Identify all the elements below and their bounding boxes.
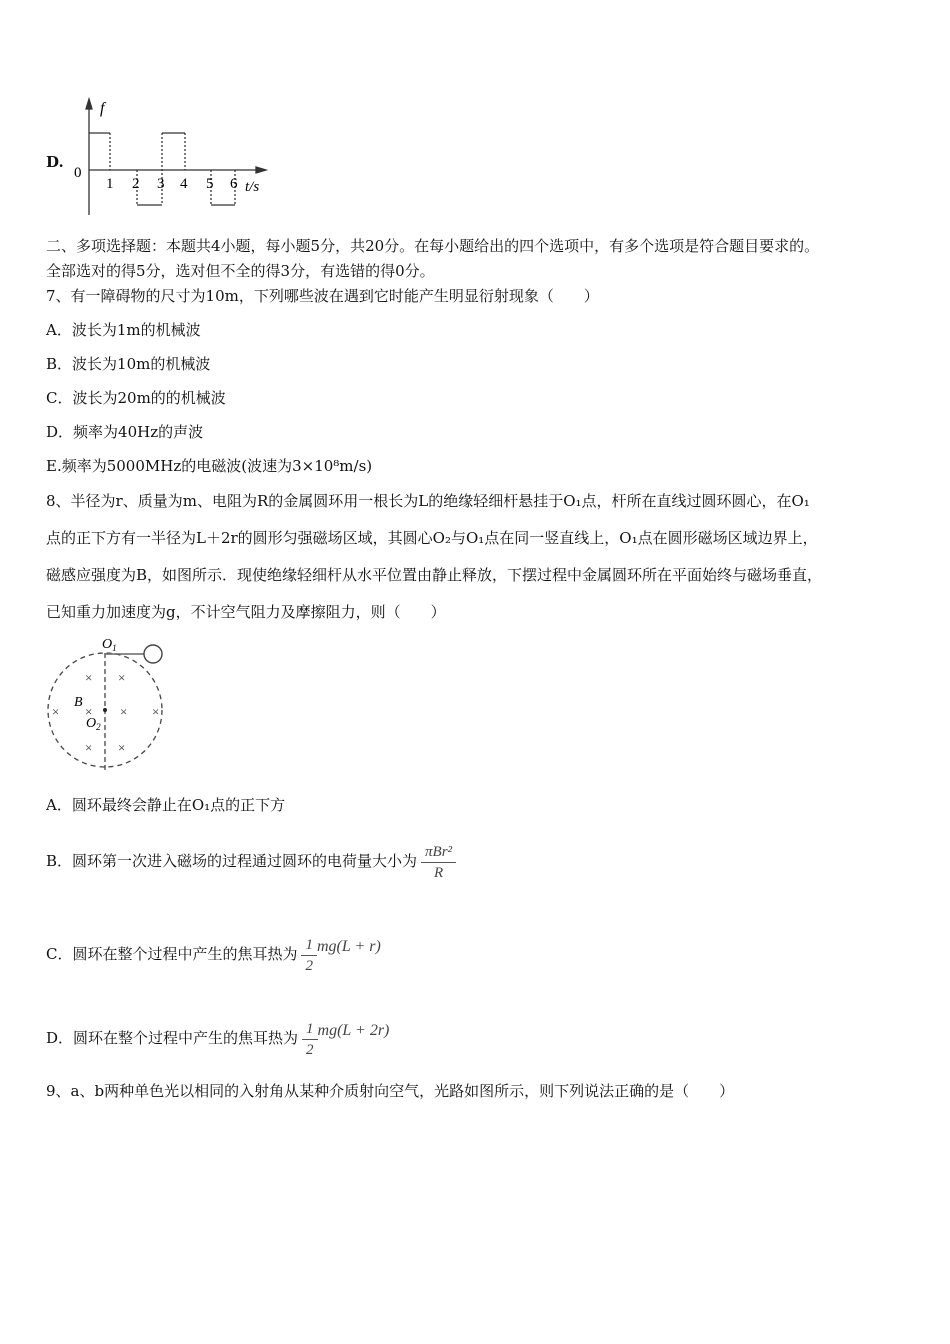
svg-text:×: × bbox=[120, 704, 128, 719]
section2-heading: 二、多项选择题：本题共4小题，每小题5分，共20分。在每小题给出的四个选项中，有多个选项是符合题目要求的。 bbox=[46, 237, 820, 255]
tick: 3 bbox=[157, 176, 165, 192]
q7-option-a: A．波长为1m的机械波 bbox=[46, 321, 201, 339]
tick: 5 bbox=[206, 176, 214, 192]
q8-option-c bbox=[46, 912, 381, 989]
heat-expression: mg(L + 2r) bbox=[317, 1022, 390, 1039]
numerator: 1 bbox=[301, 935, 317, 956]
q7-stem: 7、有一障碍物的尺寸为10m，下列哪些波在遇到它时能产生明显衍射现象（ ） bbox=[46, 287, 599, 305]
b-label: B bbox=[74, 695, 83, 710]
q8-figure bbox=[44, 632, 174, 772]
charge-fraction bbox=[421, 842, 456, 883]
origin-label: 0 bbox=[74, 165, 82, 181]
heat-expression: mg(L + r) bbox=[316, 938, 381, 955]
q7-option-b: B．波长为10m的机械波 bbox=[46, 355, 211, 373]
q8-option-b bbox=[46, 832, 456, 890]
svg-text:×: × bbox=[52, 704, 60, 719]
half-fraction bbox=[301, 935, 317, 976]
tick: 1 bbox=[106, 176, 114, 192]
field-crosses bbox=[52, 670, 159, 755]
metal-ring bbox=[144, 645, 162, 663]
q9-stem: 9、a、b两种单色光以相同的入射角从某种介质射向空气，光路如图所示，则下列说法正确的是（ ） bbox=[46, 1082, 735, 1100]
q7-option-e: E.频率为5000MHz的电磁波(波速为3×10⁸m/s) bbox=[46, 457, 373, 475]
svg-text:×: × bbox=[85, 740, 93, 755]
o1-label: $O_1$ bbox=[102, 637, 117, 653]
center-point bbox=[103, 708, 107, 712]
x-axis-arrow bbox=[256, 167, 266, 173]
q8-stem-line: 磁感应强度为B，如图所示．现使绝缘轻细杆从水平位置由静止释放，下摆过程中金属圆环所在平面始终与磁场垂直， bbox=[46, 566, 823, 584]
svg-text:×: × bbox=[85, 670, 93, 685]
option-d-text: D．圆环在整个过程中产生的焦耳热为 bbox=[46, 1029, 299, 1047]
q8-stem-line: 已知重力加速度为g，不计空气阻力及摩擦阻力，则（ ） bbox=[46, 603, 446, 621]
numerator: πBr² bbox=[421, 842, 456, 863]
half-fraction bbox=[302, 1019, 318, 1060]
o2-label: $O_2$ bbox=[86, 716, 101, 732]
svg-text:×: × bbox=[152, 704, 160, 719]
denominator: R bbox=[433, 864, 444, 881]
option-c-text: C．圆环在整个过程中产生的焦耳热为 bbox=[46, 945, 298, 963]
svg-text:×: × bbox=[118, 670, 126, 685]
section2-rules: 全部选对的得5分，选对但不全的得3分，有选错的得0分。 bbox=[46, 262, 435, 280]
tick: 6 bbox=[230, 176, 238, 192]
y-label: f bbox=[100, 100, 105, 117]
q7-option-d: D．频率为40Hz的声波 bbox=[46, 423, 204, 441]
tick: 4 bbox=[180, 176, 188, 192]
q8-stem-line: 点的正下方有一半径为L＋2r的圆形匀强磁场区域，其圆心O₂与O₁点在同一竖直线上，O₁点在圆形磁场区域边界上， bbox=[46, 529, 818, 547]
q7-option-c: C．波长为20m的的机械波 bbox=[46, 389, 226, 407]
numerator: 1 bbox=[302, 1019, 318, 1040]
q6-option-d-label: D. bbox=[46, 153, 64, 171]
q6-graph bbox=[70, 95, 270, 220]
denominator: 2 bbox=[306, 1041, 314, 1058]
y-axis-arrow bbox=[86, 99, 92, 109]
tick: 2 bbox=[132, 176, 140, 192]
option-b-text: B．圆环第一次进入磁场的过程通过圆环的电荷量大小为 bbox=[46, 852, 418, 870]
q8-stem-line: 8、半径为r、质量为m、电阻为R的金属圆环用一根长为L的绝缘轻细杆悬挂于O₁点，杆所在直线过圆环圆心，在O₁ bbox=[46, 492, 810, 510]
svg-text:×: × bbox=[118, 740, 126, 755]
denominator: 2 bbox=[305, 957, 313, 974]
x-label: t/s bbox=[245, 179, 260, 195]
q8-option-a: A．圆环最终会静止在O₁点的正下方 bbox=[46, 796, 286, 814]
q8-option-d bbox=[46, 996, 389, 1073]
svg-text:×: × bbox=[85, 704, 93, 719]
